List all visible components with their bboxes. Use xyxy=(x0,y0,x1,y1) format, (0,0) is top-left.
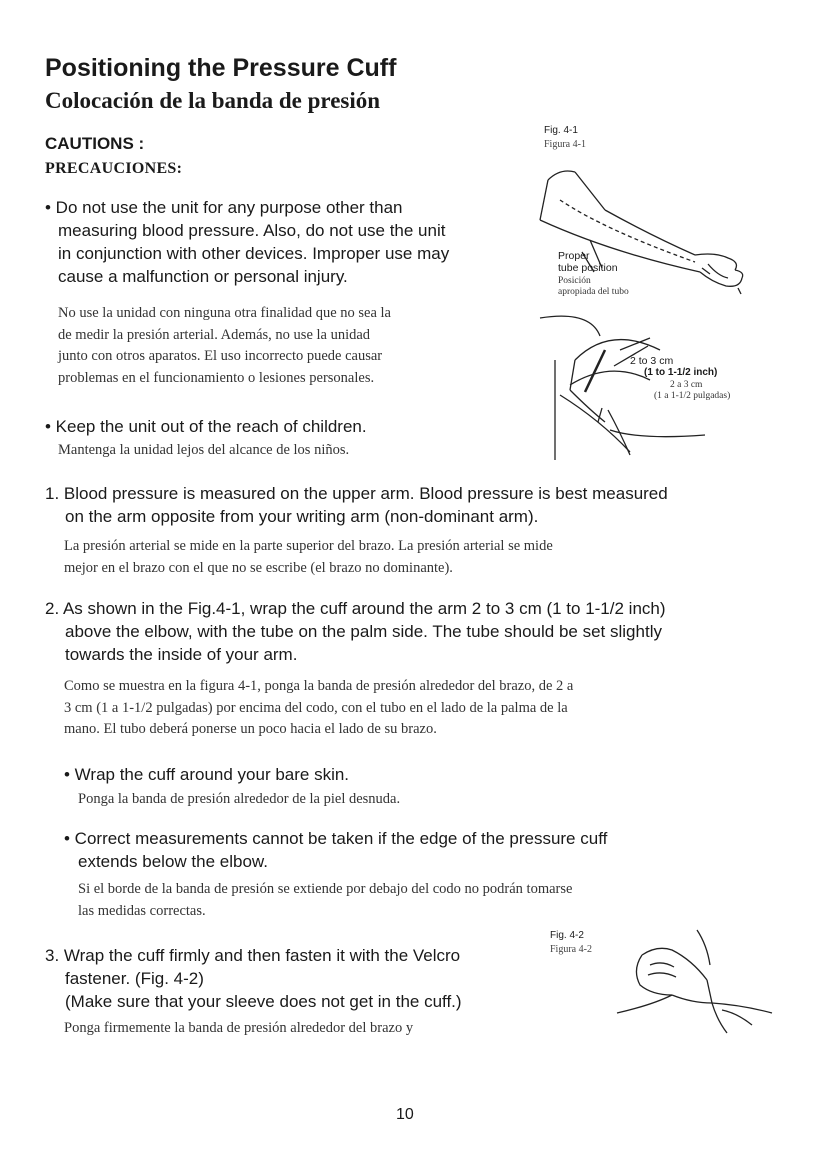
sub-bullet-2-spanish xyxy=(78,879,798,922)
distance-caption-spanish xyxy=(654,380,731,402)
caution-bullet-2: • Keep the unit out of the reach of children. xyxy=(45,417,367,436)
distance-caption xyxy=(630,355,717,379)
sub-bullet-2-line: extends below the elbow. xyxy=(78,852,268,871)
caution-bullet-2-spanish: Mantenga la unidad lejos del alcance de los niños. xyxy=(58,442,350,458)
step-2-line: above the elbow, with the tube on the palm side. The tube should be set slightly xyxy=(65,622,662,641)
figure-1-label-spanish: Figura 4-1 xyxy=(544,139,586,150)
step-2-line: 2. As shown in the Fig.4-1, wrap the cuff around the arm 2 to 3 cm (1 to 1-1/2 inch) xyxy=(45,599,666,618)
distance-caption-spanish-line: 2 a 3 cm xyxy=(670,380,703,390)
sub-bullet-2-spanish-line: Si el borde de la banda de presión se extiende por debajo del codo no podrán tomarse xyxy=(78,881,573,897)
caution-bullet-1-line: measuring blood pressure. Also, do not use the unit xyxy=(58,221,446,240)
tube-position-caption-spanish-line: Posición xyxy=(558,276,591,286)
sub-bullet-1-spanish: Ponga la banda de presión alrededor de la piel desnuda. xyxy=(78,791,401,807)
sub-bullet-1: • Wrap the cuff around your bare skin. xyxy=(64,765,350,784)
step-2-spanish xyxy=(64,676,794,741)
tube-position-caption-spanish-line: apropiada del tubo xyxy=(558,287,629,297)
cautions-heading-spanish: PRECAUCIONES: xyxy=(45,160,183,177)
caution-bullet-1-line: in conjunction with other devices. Improper use may xyxy=(58,244,450,263)
sub-bullet-2 xyxy=(64,827,784,873)
caution-bullet-1 xyxy=(45,196,525,288)
step-3-line: 3. Wrap the cuff firmly and then fasten it with the Velcro xyxy=(45,946,461,965)
step-1-spanish-line: La presión arterial se mide en la parte superior del brazo. La presión arterial se mide xyxy=(64,538,553,554)
caution-bullet-1-spanish-line: No use la unidad con ninguna otra finalidad que no sea la xyxy=(58,305,391,321)
sub-bullet-2-line: • Correct measurements cannot be taken if the edge of the pressure cuff xyxy=(64,829,608,848)
velcro-fastening-illustration xyxy=(612,925,782,1035)
figure-2-label-spanish: Figura 4-2 xyxy=(550,944,592,955)
step-2-spanish-line: Como se muestra en la figura 4-1, ponga la banda de presión alrededor del brazo, de 2 a xyxy=(64,678,574,694)
caution-bullet-1-spanish-line: problemas en el funcionamiento o lesiones personales. xyxy=(58,369,375,386)
sub-bullet-2-spanish-line: las medidas correctas. xyxy=(78,902,206,919)
tube-position-caption-line: tube position xyxy=(558,262,618,274)
page-number: 10 xyxy=(396,1106,414,1123)
step-1 xyxy=(45,482,785,528)
distance-caption-line: 2 to 3 cm xyxy=(630,355,674,367)
figure-1-label: Fig. 4-1 xyxy=(544,125,578,136)
tube-position-caption-spanish xyxy=(558,276,629,298)
page-title: Positioning the Pressure Cuff xyxy=(45,54,397,82)
cautions-heading: CAUTIONS : xyxy=(45,134,145,153)
step-1-line: on the arm opposite from your writing arm (non-dominant arm). xyxy=(65,507,539,526)
caution-bullet-1-spanish-line: de medir la presión arterial. Además, no use la unidad xyxy=(58,326,371,343)
distance-caption-spanish-line: (1 a 1-1/2 pulgadas) xyxy=(654,391,731,401)
caution-bullet-1-line: • Do not use the unit for any purpose other than xyxy=(45,198,403,217)
step-2-line: towards the inside of your arm. xyxy=(65,645,298,664)
step-1-line: 1. Blood pressure is measured on the upper arm. Blood pressure is best measured xyxy=(45,484,668,503)
step-1-spanish-line: mejor en el brazo con el que no se escribe (el brazo no dominante). xyxy=(64,559,453,576)
step-2-spanish-line: mano. El tubo deberá ponerse un poco hacia el lado de su brazo. xyxy=(64,721,437,737)
step-3-line: fastener. (Fig. 4-2) xyxy=(65,969,204,988)
step-1-spanish xyxy=(64,536,784,579)
step-3-line: (Make sure that your sleeve does not get in the cuff.) xyxy=(65,992,462,1011)
step-2-spanish-line: 3 cm (1 a 1-1/2 pulgadas) por encima del codo, con el tubo en el lado de la palma de la xyxy=(64,699,568,716)
arm-cuff-illustration xyxy=(530,160,790,460)
page-title-spanish: Colocación de la banda de presión xyxy=(45,88,381,113)
step-2 xyxy=(45,597,785,666)
figure-2-label: Fig. 4-2 xyxy=(550,930,584,941)
step-3-spanish: Ponga firmemente la banda de presión alrededor del brazo y xyxy=(64,1020,414,1036)
step-3 xyxy=(45,944,565,1013)
caution-bullet-1-line: cause a malfunction or personal injury. xyxy=(58,267,348,286)
caution-bullet-1-spanish-line: junto con otros aparatos. El uso incorrecto puede causar xyxy=(58,348,383,364)
distance-caption-line: (1 to 1-1/2 inch) xyxy=(644,367,718,378)
caution-bullet-1-spanish xyxy=(58,303,528,389)
tube-position-caption xyxy=(558,250,618,274)
tube-position-caption-line: Proper xyxy=(558,250,590,262)
